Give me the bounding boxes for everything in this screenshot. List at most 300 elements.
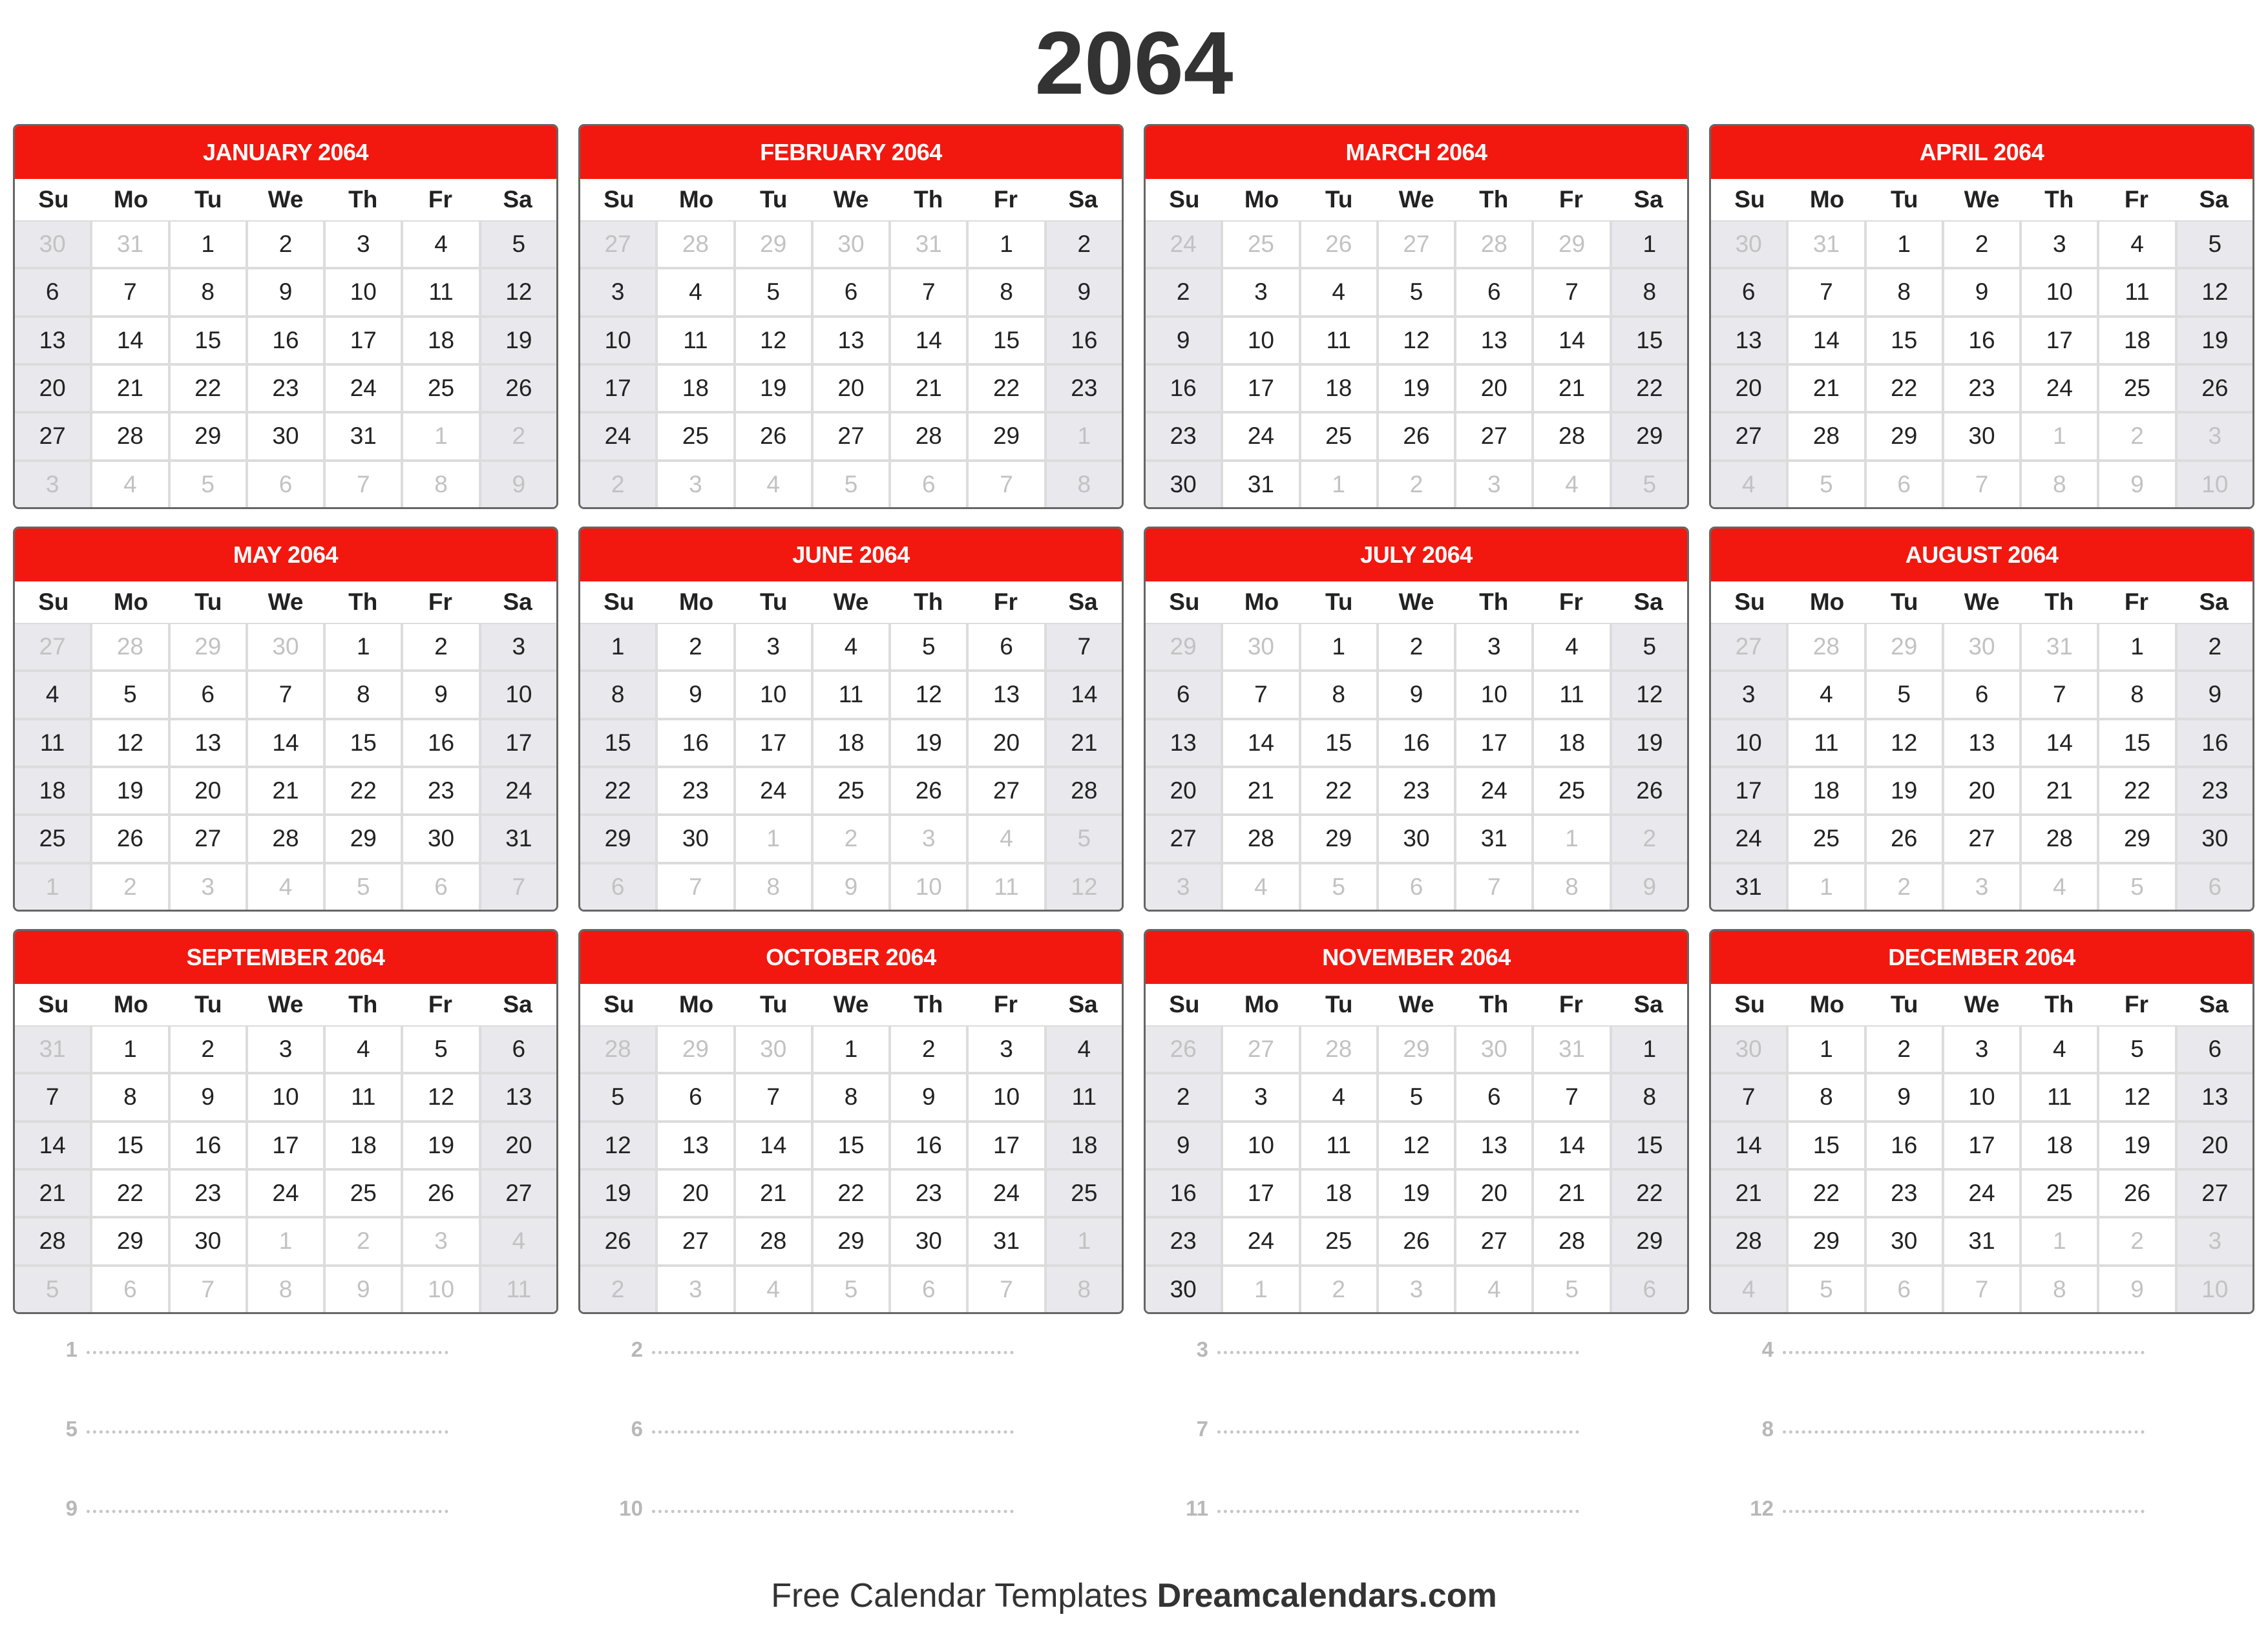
day-cell: 1	[2099, 624, 2174, 669]
adjacent-month-day: 5	[2099, 864, 2174, 910]
weekday-label: Su	[38, 186, 69, 213]
adjacent-month-day: 27	[1711, 624, 1786, 669]
day-cell: 16	[171, 1123, 246, 1168]
dotted-line	[652, 1351, 1014, 1354]
day-cell: 1	[1612, 1027, 1687, 1072]
day-cell: 25	[1534, 768, 1609, 813]
adjacent-month-day: 2	[580, 462, 655, 507]
weekday-header-row	[1711, 984, 2252, 1025]
day-cell: 9	[171, 1074, 246, 1120]
day-cell: 31	[1944, 1218, 2019, 1264]
note-line	[617, 1337, 1014, 1362]
day-cell: 11	[326, 1074, 401, 1120]
day-cell: 3	[1456, 624, 1531, 669]
weekday-label: Fr	[428, 991, 452, 1018]
day-cell: 30	[1146, 1267, 1221, 1312]
adjacent-month-day: 5	[15, 1267, 90, 1312]
adjacent-month-day: 1	[1047, 413, 1122, 459]
month-header: MARCH 2064	[1146, 126, 1687, 179]
day-cell: 4	[1301, 269, 1376, 315]
month-card	[1709, 527, 2254, 912]
day-cell: 22	[92, 1171, 167, 1216]
day-cell: 30	[1379, 816, 1454, 861]
day-cell: 18	[2099, 318, 2174, 363]
note-line	[617, 1417, 1014, 1441]
adjacent-month-day: 3	[2178, 413, 2252, 459]
day-cell: 20	[1146, 768, 1221, 813]
dotted-line	[87, 1430, 448, 1434]
weekday-label: Sa	[1633, 186, 1663, 213]
day-cell: 15	[1612, 318, 1687, 363]
weekday-label: Sa	[503, 589, 532, 615]
day-cell: 14	[1534, 1123, 1609, 1168]
adjacent-month-day: 6	[891, 462, 966, 507]
adjacent-month-day: 29	[658, 1027, 733, 1072]
adjacent-month-day: 8	[1534, 864, 1609, 910]
day-cell: 5	[403, 1027, 478, 1072]
adjacent-month-day: 25	[1223, 222, 1298, 267]
weekday-label: Fr	[993, 589, 1018, 615]
day-cell: 16	[1944, 318, 2019, 363]
day-cell: 31	[1456, 816, 1531, 861]
weekday-header-row	[1711, 581, 2252, 623]
day-cell: 16	[1146, 1171, 1221, 1216]
day-cell: 31	[326, 413, 401, 459]
day-cell: 23	[2178, 768, 2252, 813]
adjacent-month-day: 27	[580, 222, 655, 267]
day-cell: 13	[658, 1123, 733, 1168]
day-grid	[580, 220, 1122, 507]
day-cell: 1	[814, 1027, 888, 1072]
adjacent-month-day: 30	[1711, 222, 1786, 267]
adjacent-month-day: 30	[1456, 1027, 1531, 1072]
day-cell: 7	[15, 1074, 90, 1120]
day-cell: 4	[1789, 672, 1864, 717]
month-card	[578, 527, 1124, 912]
month-header: AUGUST 2064	[1711, 528, 2252, 581]
weekday-label: Fr	[2124, 991, 2148, 1018]
day-cell: 17	[580, 366, 655, 411]
day-cell: 7	[2022, 672, 2097, 717]
day-cell: 23	[1944, 366, 2019, 411]
adjacent-month-day: 5	[1534, 1267, 1609, 1312]
day-cell: 31	[481, 816, 556, 861]
day-cell: 12	[403, 1074, 478, 1120]
weekday-label: Tu	[760, 186, 788, 213]
adjacent-month-day: 28	[1456, 222, 1531, 267]
weekday-label: Tu	[1891, 186, 1918, 213]
adjacent-month-day: 5	[814, 1267, 888, 1312]
weekday-label: Th	[1479, 991, 1509, 1018]
weekday-label: Su	[1734, 589, 1765, 615]
adjacent-month-day: 4	[1711, 462, 1786, 507]
adjacent-month-day: 7	[969, 462, 1044, 507]
weekday-label: Mo	[113, 186, 149, 213]
day-cell: 16	[248, 318, 323, 363]
day-cell: 7	[248, 672, 323, 717]
day-cell: 22	[1867, 366, 1942, 411]
dotted-line	[1217, 1430, 1579, 1434]
day-cell: 22	[1301, 768, 1376, 813]
adjacent-month-day: 1	[1047, 1218, 1122, 1264]
adjacent-month-day: 31	[891, 222, 966, 267]
day-cell: 14	[1223, 720, 1298, 766]
weekday-label: Tu	[194, 991, 222, 1018]
adjacent-month-day: 30	[1711, 1027, 1786, 1072]
adjacent-month-day: 8	[1047, 462, 1122, 507]
weekday-label: Th	[348, 186, 378, 213]
month-card	[578, 124, 1124, 509]
weekday-label: Tu	[194, 589, 222, 615]
day-cell: 15	[580, 720, 655, 766]
day-cell: 4	[1534, 624, 1609, 669]
day-cell: 5	[891, 624, 966, 669]
adjacent-month-day: 10	[2178, 1267, 2252, 1312]
day-cell: 27	[1711, 413, 1786, 459]
note-number: 8	[1761, 1417, 1774, 1441]
weekday-label: Tu	[760, 991, 788, 1018]
weekday-header-row	[580, 179, 1122, 220]
day-cell: 11	[1301, 318, 1376, 363]
day-cell: 18	[1789, 768, 1864, 813]
day-cell: 28	[1534, 413, 1609, 459]
day-cell: 20	[658, 1171, 733, 1216]
day-cell: 3	[1223, 269, 1298, 315]
day-cell: 8	[1612, 269, 1687, 315]
day-cell: 4	[814, 624, 888, 669]
day-cell: 10	[580, 318, 655, 363]
day-cell: 24	[1223, 413, 1298, 459]
adjacent-month-day: 7	[1456, 864, 1531, 910]
day-cell: 24	[1944, 1171, 2019, 1216]
day-cell: 20	[481, 1123, 556, 1168]
adjacent-month-day: 29	[1534, 222, 1609, 267]
day-cell: 10	[969, 1074, 1044, 1120]
adjacent-month-day: 2	[481, 413, 556, 459]
weekday-label: Su	[1734, 991, 1765, 1018]
dotted-line	[1217, 1351, 1579, 1354]
day-cell: 26	[580, 1218, 655, 1264]
day-cell: 3	[2022, 222, 2097, 267]
weekday-label: Tu	[1325, 991, 1353, 1018]
day-cell: 29	[969, 413, 1044, 459]
day-cell: 1	[171, 222, 246, 267]
day-cell: 21	[15, 1171, 90, 1216]
adjacent-month-day: 29	[1379, 1027, 1454, 1072]
day-cell: 14	[1534, 318, 1609, 363]
day-cell: 29	[326, 816, 401, 861]
weekday-label: Mo	[113, 991, 149, 1018]
adjacent-month-day: 2	[2099, 1218, 2174, 1264]
adjacent-month-day: 28	[1301, 1027, 1376, 1072]
weekday-label: Th	[2044, 186, 2074, 213]
note-line	[52, 1417, 448, 1441]
adjacent-month-day: 6	[403, 864, 478, 910]
day-cell: 4	[15, 672, 90, 717]
adjacent-month-day: 29	[1867, 624, 1942, 669]
day-cell: 2	[1146, 1074, 1221, 1120]
day-cell: 5	[1867, 672, 1942, 717]
adjacent-month-day: 8	[736, 864, 811, 910]
adjacent-month-day: 28	[580, 1027, 655, 1072]
day-cell: 5	[580, 1074, 655, 1120]
adjacent-month-day: 11	[481, 1267, 556, 1312]
day-cell: 14	[1711, 1123, 1786, 1168]
adjacent-month-day: 6	[1612, 1267, 1687, 1312]
day-cell: 28	[248, 816, 323, 861]
weekday-label: Th	[348, 991, 378, 1018]
adjacent-month-day: 30	[1223, 624, 1298, 669]
day-cell: 26	[736, 413, 811, 459]
day-cell: 26	[891, 768, 966, 813]
day-grid	[15, 220, 556, 507]
day-cell: 30	[248, 413, 323, 459]
day-cell: 10	[326, 269, 401, 315]
day-cell: 12	[580, 1123, 655, 1168]
weekday-label: We	[1964, 186, 2000, 213]
adjacent-month-day: 8	[2022, 1267, 2097, 1312]
weekday-label: Fr	[428, 589, 452, 615]
weekday-label: Sa	[2199, 186, 2229, 213]
weekday-header-row	[15, 179, 556, 220]
day-cell: 23	[1047, 366, 1122, 411]
day-cell: 21	[92, 366, 167, 411]
day-cell: 16	[1146, 366, 1221, 411]
note-number: 1	[65, 1337, 78, 1361]
day-cell: 23	[891, 1171, 966, 1216]
adjacent-month-day: 30	[736, 1027, 811, 1072]
day-cell: 19	[481, 318, 556, 363]
adjacent-month-day: 5	[1789, 462, 1864, 507]
day-cell: 10	[1223, 1123, 1298, 1168]
weekday-label: We	[1964, 589, 2000, 615]
adjacent-month-day: 8	[1047, 1267, 1122, 1312]
month-card	[13, 527, 558, 912]
day-cell: 20	[171, 768, 246, 813]
weekday-header-row	[580, 984, 1122, 1025]
day-cell: 17	[1456, 720, 1531, 766]
day-cell: 24	[1711, 816, 1786, 861]
day-cell: 23	[248, 366, 323, 411]
day-cell: 27	[1456, 413, 1531, 459]
adjacent-month-day: 3	[1944, 864, 2019, 910]
weekday-label: Sa	[503, 991, 532, 1018]
dotted-line	[652, 1510, 1014, 1513]
weekday-label: Tu	[1891, 589, 1918, 615]
day-cell: 27	[15, 413, 90, 459]
day-cell: 18	[658, 366, 733, 411]
adjacent-month-day: 6	[1379, 864, 1454, 910]
adjacent-month-day: 12	[1047, 864, 1122, 910]
day-cell: 2	[1047, 222, 1122, 267]
day-cell: 10	[1223, 318, 1298, 363]
adjacent-month-day: 7	[171, 1267, 246, 1312]
adjacent-month-day: 3	[658, 1267, 733, 1312]
weekday-label: Su	[1169, 991, 1200, 1018]
footer-brand: Dreamcalendars.com	[1157, 1577, 1497, 1614]
adjacent-month-day: 31	[2022, 624, 2097, 669]
day-cell: 21	[1789, 366, 1864, 411]
day-cell: 16	[1379, 720, 1454, 766]
day-cell: 1	[580, 624, 655, 669]
day-cell: 15	[171, 318, 246, 363]
weekday-label: Su	[38, 991, 69, 1018]
day-cell: 18	[1534, 720, 1609, 766]
weekday-header-row	[1711, 179, 2252, 220]
day-cell: 20	[1456, 366, 1531, 411]
weekday-label: Mo	[1244, 589, 1279, 615]
day-grid	[1711, 623, 2252, 910]
day-cell: 6	[15, 269, 90, 315]
adjacent-month-day: 4	[481, 1218, 556, 1264]
month-card	[1144, 124, 1689, 509]
day-cell: 26	[1379, 1218, 1454, 1264]
day-cell: 7	[1534, 1074, 1609, 1120]
day-cell: 27	[969, 768, 1044, 813]
day-cell: 15	[326, 720, 401, 766]
adjacent-month-day: 1	[1223, 1267, 1298, 1312]
day-cell: 8	[171, 269, 246, 315]
day-cell: 21	[1047, 720, 1122, 766]
weekday-label: Mo	[1809, 991, 1845, 1018]
adjacent-month-day: 26	[1146, 1027, 1221, 1072]
day-grid	[15, 623, 556, 910]
day-cell: 15	[814, 1123, 888, 1168]
day-cell: 29	[1612, 413, 1687, 459]
day-cell: 30	[891, 1218, 966, 1264]
adjacent-month-day: 6	[1867, 1267, 1942, 1312]
notes-section	[0, 1318, 2268, 1576]
day-cell: 8	[814, 1074, 888, 1120]
day-cell: 11	[1047, 1074, 1122, 1120]
adjacent-month-day: 8	[403, 462, 478, 507]
month-header: OCTOBER 2064	[580, 931, 1122, 984]
adjacent-month-day: 1	[15, 864, 90, 910]
month-card	[1144, 527, 1689, 912]
day-cell: 22	[1789, 1171, 1864, 1216]
day-cell: 24	[481, 768, 556, 813]
dotted-line	[1783, 1430, 2145, 1434]
page-title: 2064	[1034, 14, 1234, 113]
day-cell: 15	[1789, 1123, 1864, 1168]
adjacent-month-day: 6	[248, 462, 323, 507]
adjacent-month-day: 6	[2178, 864, 2252, 910]
day-grid	[15, 1025, 556, 1312]
adjacent-month-day: 2	[814, 816, 888, 861]
day-cell: 20	[15, 366, 90, 411]
day-cell: 17	[2022, 318, 2097, 363]
day-cell: 30	[171, 1218, 246, 1264]
adjacent-month-day: 2	[326, 1218, 401, 1264]
adjacent-month-day: 9	[2099, 1267, 2174, 1312]
day-cell: 14	[736, 1123, 811, 1168]
day-cell: 24	[248, 1171, 323, 1216]
day-cell: 10	[736, 672, 811, 717]
month-header: JUNE 2064	[580, 528, 1122, 581]
weekday-label: Sa	[1068, 589, 1098, 615]
adjacent-month-day: 2	[2099, 413, 2174, 459]
day-cell: 22	[969, 366, 1044, 411]
day-cell: 23	[403, 768, 478, 813]
day-cell: 5	[1379, 1074, 1454, 1120]
day-cell: 23	[1146, 413, 1221, 459]
day-cell: 13	[969, 672, 1044, 717]
day-cell: 7	[1789, 269, 1864, 315]
day-cell: 30	[2178, 816, 2252, 861]
day-cell: 20	[1711, 366, 1786, 411]
day-cell: 21	[2022, 768, 2097, 813]
adjacent-month-day: 4	[92, 462, 167, 507]
weekday-label: Sa	[1633, 589, 1663, 615]
adjacent-month-day: 9	[1612, 864, 1687, 910]
month-card	[1709, 124, 2254, 509]
adjacent-month-day: 4	[1534, 462, 1609, 507]
adjacent-month-day: 3	[1379, 1267, 1454, 1312]
weekday-label: Fr	[2124, 589, 2148, 615]
weekday-label: Mo	[678, 991, 714, 1018]
day-cell: 5	[736, 269, 811, 315]
adjacent-month-day: 7	[658, 864, 733, 910]
weekday-label: Th	[914, 186, 943, 213]
adjacent-month-day: 11	[969, 864, 1044, 910]
day-cell: 12	[891, 672, 966, 717]
weekday-header-row	[1146, 581, 1687, 623]
day-cell: 14	[15, 1123, 90, 1168]
day-cell: 18	[1301, 1171, 1376, 1216]
day-cell: 1	[1867, 222, 1942, 267]
day-cell: 11	[658, 318, 733, 363]
day-cell: 16	[658, 720, 733, 766]
note-line	[1182, 1337, 1579, 1362]
day-cell: 3	[969, 1027, 1044, 1072]
month-card	[578, 929, 1124, 1314]
day-cell: 3	[736, 624, 811, 669]
adjacent-month-day: 7	[1944, 462, 2019, 507]
day-cell: 13	[171, 720, 246, 766]
adjacent-month-day: 2	[92, 864, 167, 910]
adjacent-month-day: 3	[403, 1218, 478, 1264]
day-cell: 27	[481, 1171, 556, 1216]
day-cell: 21	[1534, 1171, 1609, 1216]
day-cell: 20	[814, 366, 888, 411]
day-cell: 27	[2178, 1171, 2252, 1216]
day-cell: 28	[92, 413, 167, 459]
adjacent-month-day: 3	[15, 462, 90, 507]
day-cell: 16	[1867, 1123, 1942, 1168]
day-cell: 26	[1867, 816, 1942, 861]
day-cell: 23	[658, 768, 733, 813]
day-cell: 13	[1456, 318, 1531, 363]
adjacent-month-day: 2	[1379, 462, 1454, 507]
weekday-label: Fr	[428, 186, 452, 213]
month-header: NOVEMBER 2064	[1146, 931, 1687, 984]
day-cell: 7	[92, 269, 167, 315]
day-cell: 19	[580, 1171, 655, 1216]
adjacent-month-day: 30	[15, 222, 90, 267]
day-cell: 19	[92, 768, 167, 813]
day-cell: 15	[1612, 1123, 1687, 1168]
day-cell: 23	[1867, 1171, 1942, 1216]
day-cell: 25	[2099, 366, 2174, 411]
note-number: 12	[1750, 1496, 1774, 1520]
adjacent-month-day: 7	[969, 1267, 1044, 1312]
adjacent-month-day: 30	[1944, 624, 2019, 669]
day-grid	[580, 623, 1122, 910]
day-cell: 25	[403, 366, 478, 411]
day-cell: 13	[1711, 318, 1786, 363]
day-cell: 20	[2178, 1123, 2252, 1168]
day-cell: 11	[814, 672, 888, 717]
